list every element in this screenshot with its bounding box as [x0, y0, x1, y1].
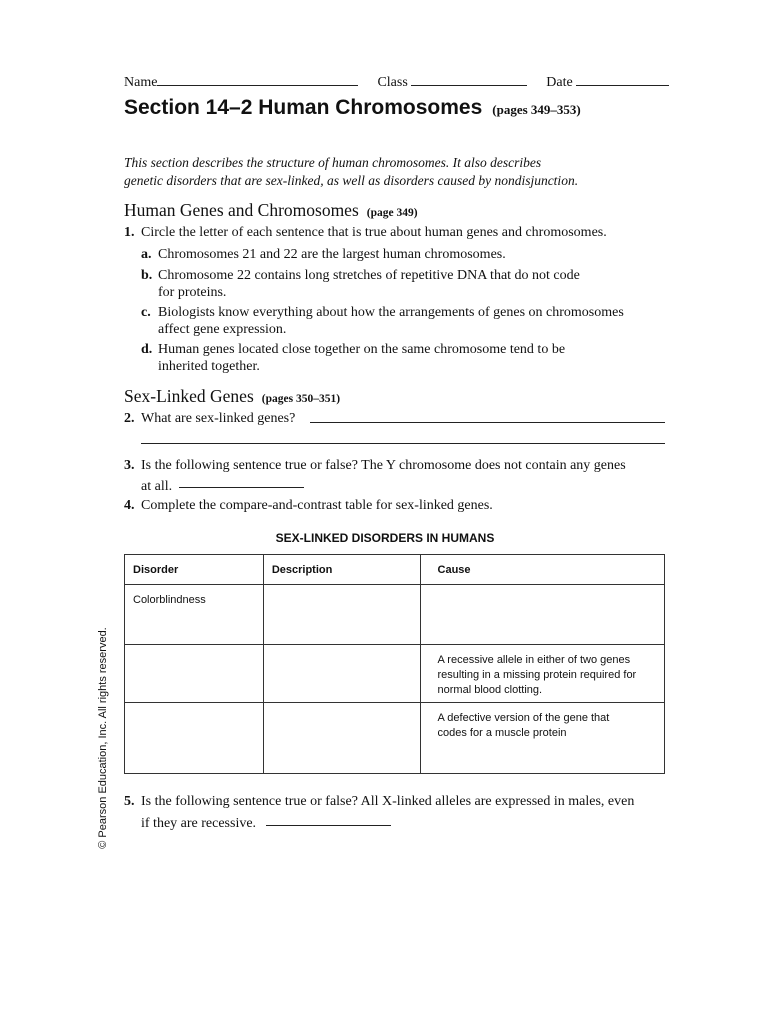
option-d-letter[interactable]: d. — [141, 342, 153, 357]
heading-sex-linked-text: Sex-Linked Genes — [124, 386, 254, 406]
option-c[interactable] — [141, 304, 624, 338]
section-title-text: Section 14–2 Human Chromosomes — [124, 96, 483, 119]
section-intro — [124, 154, 578, 190]
intro-line-1: This section describes the structure of human chromosomes. It also describes — [124, 155, 542, 170]
student-info-header — [124, 72, 669, 91]
option-d-text-2: inherited together. — [158, 359, 260, 374]
table-cell-cause[interactable]: A defective version of the gene that codes for a muscle protein — [420, 703, 664, 774]
name-field[interactable] — [157, 72, 358, 86]
question-3-number: 3. — [124, 458, 135, 473]
option-c-text-1: Biologists know everything about how the arrangements of genes on chromosomes — [158, 305, 624, 320]
question-2-number: 2. — [124, 411, 135, 426]
question-2 — [124, 410, 295, 427]
section-title — [124, 96, 581, 120]
question-1 — [124, 224, 607, 241]
sex-linked-disorders-table — [124, 554, 665, 774]
question-1-number: 1. — [124, 225, 135, 240]
answer-line-2b[interactable] — [141, 443, 665, 444]
table-cell-description[interactable] — [263, 645, 420, 703]
table-cell-disorder[interactable] — [125, 645, 264, 703]
date-field[interactable] — [576, 72, 669, 86]
question-4-text: Complete the compare-and-contrast table for sex-linked genes. — [141, 498, 493, 513]
question-5 — [124, 791, 634, 835]
heading-sex-linked-genes — [124, 386, 340, 407]
answer-line-5[interactable] — [266, 825, 391, 826]
question-1-text: Circle the letter of each sentence that is true about human genes and chromosomes. — [141, 225, 607, 240]
question-3-text-1: Is the following sentence true or false? The Y chromosome does not contain any genes — [141, 458, 626, 473]
table-cell-disorder[interactable] — [125, 703, 264, 774]
column-header-disorder: Disorder — [125, 555, 264, 585]
option-c-text-2: affect gene expression. — [158, 322, 287, 337]
table-title: SEX-LINKED DISORDERS IN HUMANS — [275, 531, 495, 545]
column-header-description: Description — [263, 555, 420, 585]
heading-human-genes-text: Human Genes and Chromosomes — [124, 200, 359, 220]
question-2-text: What are sex-linked genes? — [141, 411, 296, 426]
class-label: Class — [377, 75, 408, 90]
question-4-number: 4. — [124, 498, 135, 513]
option-b-letter[interactable]: b. — [141, 268, 153, 283]
question-5-number: 5. — [124, 794, 135, 809]
option-d[interactable] — [141, 341, 565, 375]
table-row — [125, 585, 665, 645]
table-row — [125, 703, 665, 774]
table-header-row — [125, 555, 665, 585]
option-b[interactable] — [141, 267, 580, 301]
table-cell-disorder[interactable]: Colorblindness — [125, 585, 264, 645]
question-5-text-2: if they are recessive. — [141, 816, 257, 831]
table-cell-description[interactable] — [263, 585, 420, 645]
option-a-text: Chromosomes 21 and 22 are the largest human chromosomes. — [158, 247, 506, 262]
question-5-text-1: Is the following sentence true or false? All X-linked alleles are expressed in males, even — [141, 794, 635, 809]
option-b-text-1: Chromosome 22 contains long stretches of repetitive DNA that do not code — [158, 268, 580, 283]
option-c-letter[interactable]: c. — [141, 305, 151, 320]
option-d-text-1: Human genes located close together on the same chromosome tend to be — [158, 342, 566, 357]
table-cell-cause[interactable] — [420, 585, 664, 645]
table-cell-description[interactable] — [263, 703, 420, 774]
answer-line-3[interactable] — [179, 487, 304, 488]
heading-human-genes-pages: (page 349) — [366, 207, 418, 219]
intro-line-2: genetic disorders that are sex-linked, as well as disorders caused by nondisjunction. — [124, 173, 579, 188]
option-a-letter[interactable]: a. — [141, 247, 152, 262]
copyright-notice: © Pearson Education, Inc. All rights reserved. — [97, 627, 109, 849]
table-row — [125, 645, 665, 703]
answer-line-2a[interactable] — [310, 422, 665, 423]
column-header-cause: Cause — [420, 555, 664, 585]
option-a[interactable] — [141, 246, 506, 263]
question-3-text-2: at all. — [141, 479, 173, 494]
name-label: Name — [124, 75, 158, 90]
heading-sex-linked-pages: (pages 350–351) — [261, 393, 341, 405]
question-3 — [124, 455, 626, 497]
date-label: Date — [546, 75, 573, 90]
class-field[interactable] — [411, 72, 527, 86]
option-b-text-2: for proteins. — [158, 285, 227, 300]
question-4 — [124, 497, 493, 514]
section-title-pages: (pages 349–353) — [492, 102, 581, 117]
table-cell-cause[interactable]: A recessive allele in either of two genes resulting in a missing protein required for normal blood clotting. — [420, 645, 664, 703]
heading-human-genes — [124, 200, 418, 221]
